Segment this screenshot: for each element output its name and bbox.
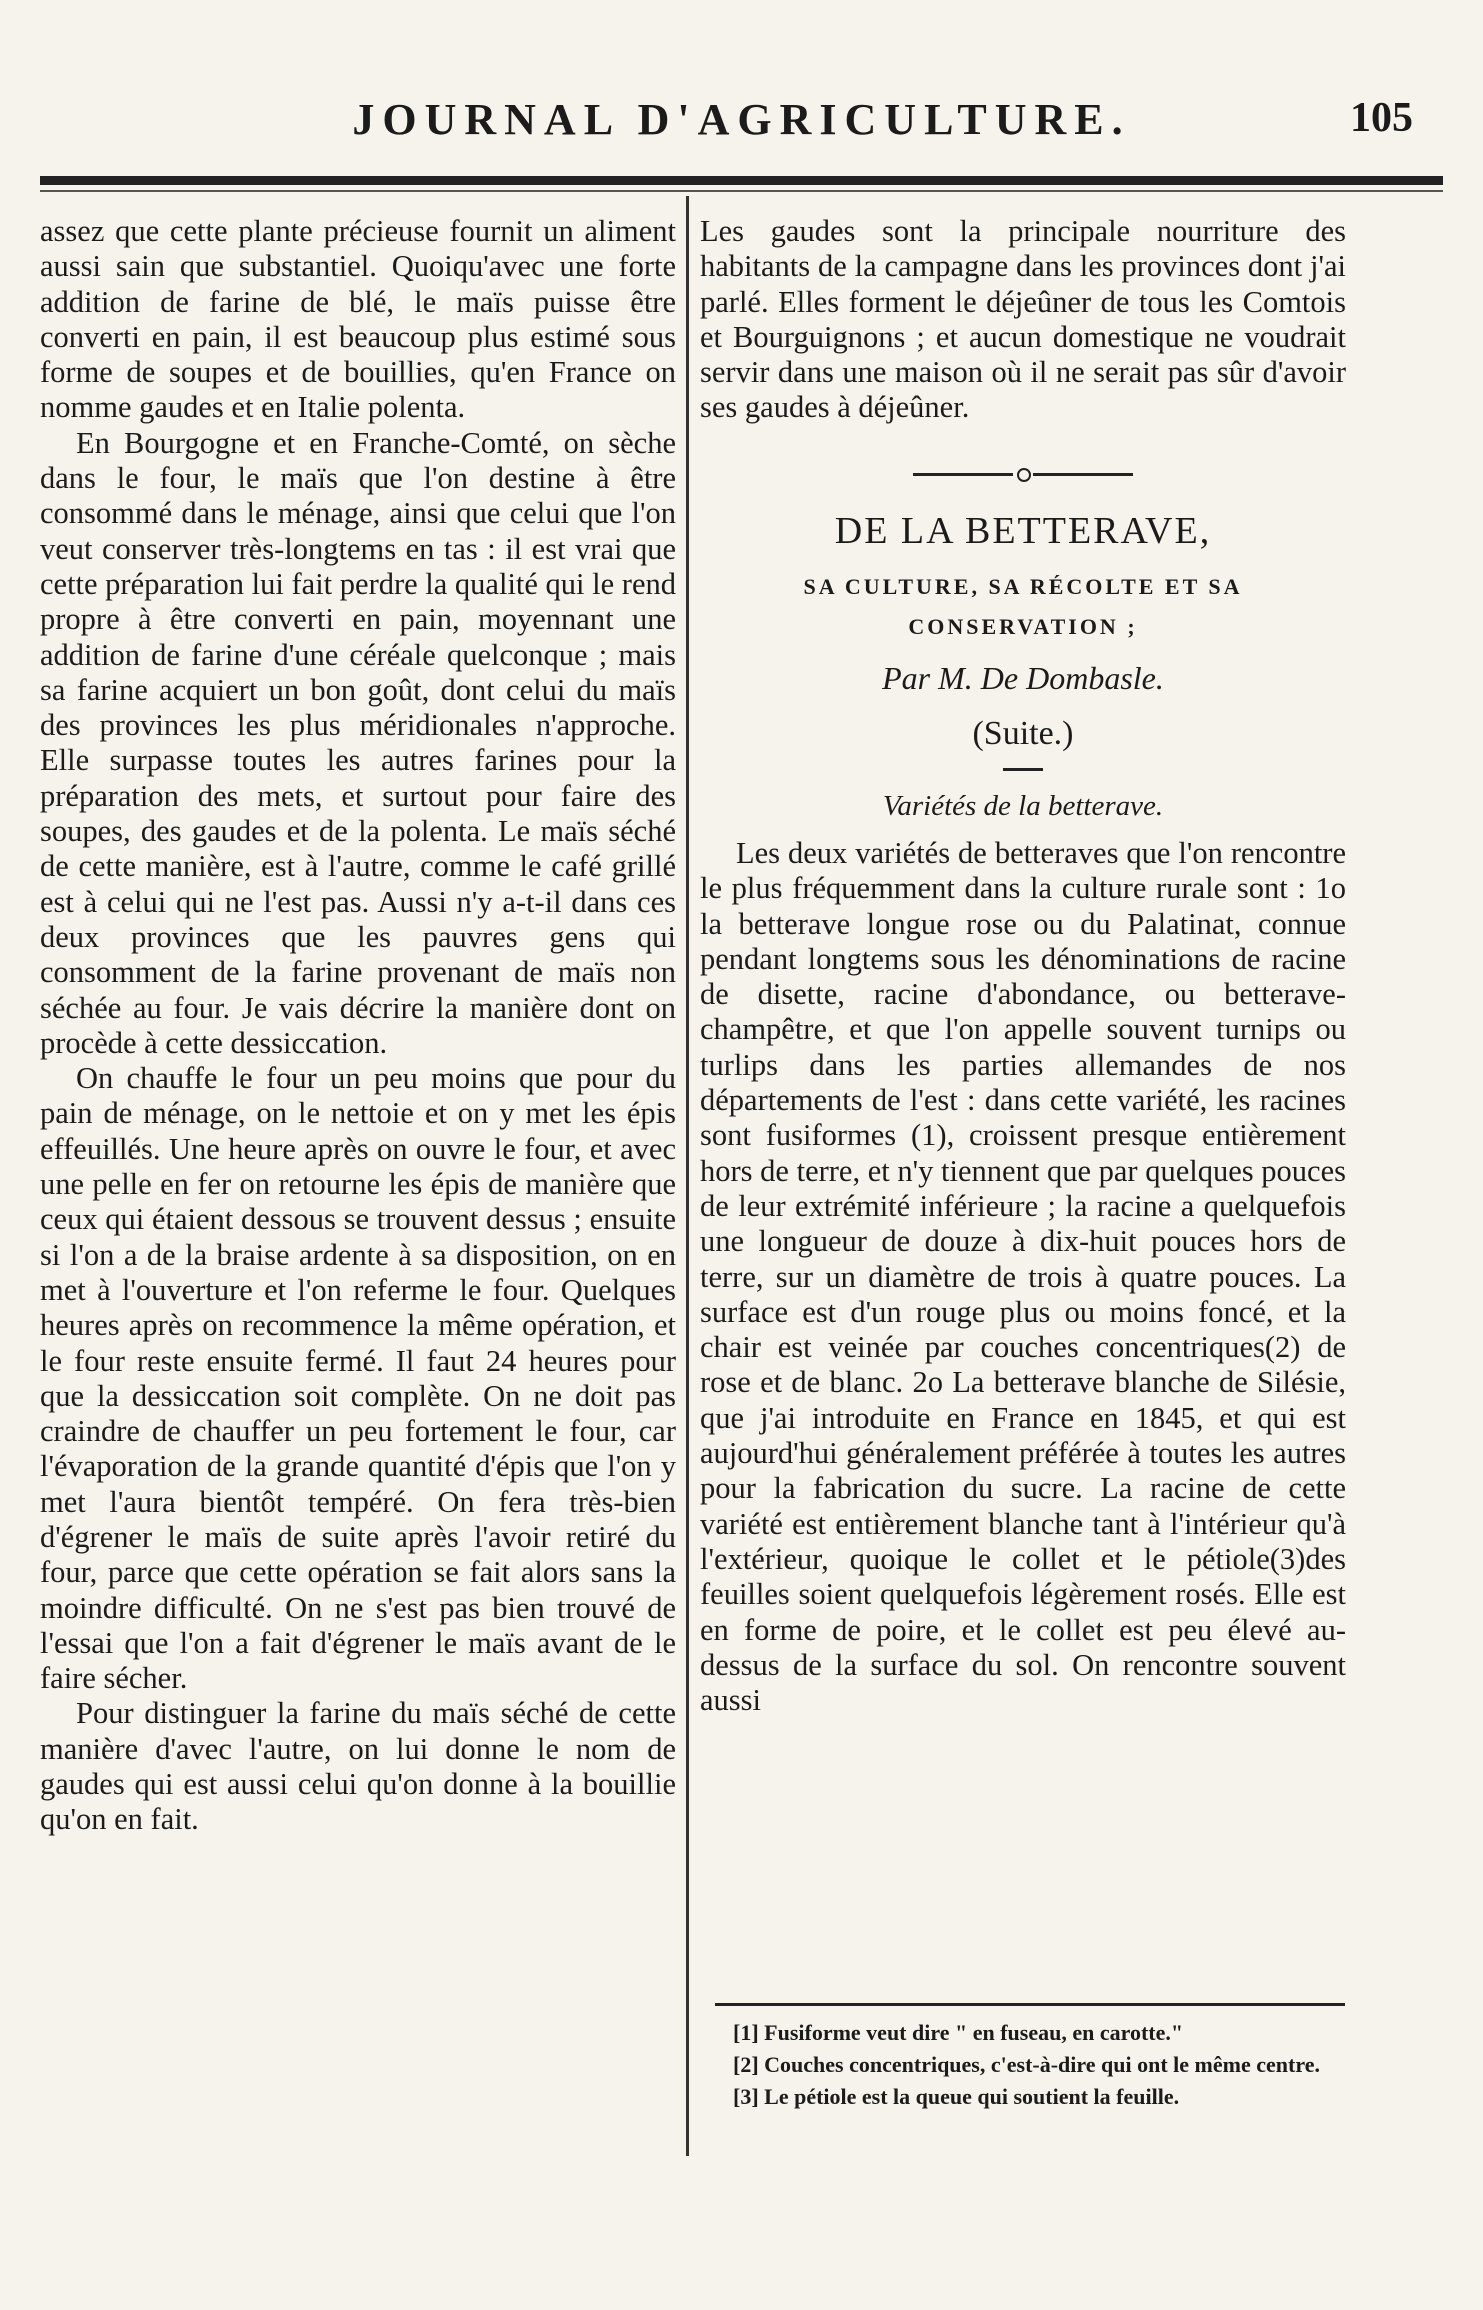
article-subtitle: SA CULTURE, SA RÉCOLTE ET SA CONSERVATION ; — [803, 574, 1243, 640]
article-body: Les deux variétés de betteraves que l'on rencontre le plus fréquemment dans la culture rurale sont : 1o la betterave longue rose ou du Palatinat, connue pendant longtems sous les dénominations de racine de disette, racine d'abondance, ou betterave-champêtre, et que l'on appelle souvent turnips ou turlips dans les parties allemandes de nos départements de l'est : dans cette variété, les racines sont fusiformes (1), croissent presque entièrement hors de terre, et n'y tiennent que par quelques pouces de leur extrémité inférieure ; la racine a quelquefois une longueur de douze à dix-huit pouces hors de terre, sur un diamètre de trois à quatre pouces. La surface est d'un rouge plus ou moins foncé, et la chair est veinée par couches concentriques(2) de rose et de blanc. 2o La betterave blanche de Silésie, que j'ai introduite en France en 1845, et qui est aujourd'hui généralement préférée à toutes les autres pour la fabrication du sucre. La racine de cette variété est entièrement blanche tant à l'intérieur qu'à l'extérieur, quoique le collet et le pétiole(3)des feuilles soient quelquefois légèrement rosés. Elle est en forme de poire, et le collet est peu élevé au-dessus de la surface du sol. On rencontre souvent aussi — [700, 835, 1346, 1718]
page-header — [40, 88, 1443, 158]
footnote-3: [3] Le pétiole est la queue qui soutient la feuille. — [733, 2084, 1180, 2109]
journal-title: JOURNAL D'AGRICULTURE. — [352, 95, 1131, 144]
footnote-2: [2] Couches concentriques, c'est-à-dire qui ont le même centre. — [733, 2052, 1320, 2077]
column-divider — [686, 196, 689, 2156]
section-ornament — [913, 468, 1133, 480]
footnote-1: [1] Fusiforme veut dire " en fuseau, en carotte." — [733, 2020, 1184, 2045]
article-suite: (Suite.) — [972, 715, 1074, 753]
article-author: Par M. De Dombasle. — [882, 660, 1164, 697]
header-rule — [40, 176, 1443, 185]
page-number: 105 — [1350, 95, 1413, 141]
article-title: DE LA BETTERAVE, — [834, 509, 1212, 552]
left-paragraph-1: assez que cette plante précieuse fournit un aliment aussi sain que substantiel. Quoiqu'avec une forte addition de farine de blé, le maïs puisse être converti en pain, il est beaucoup plus estimé sous forme de soupes et de bouillies, qu'en France on nomme gaudes et en Italie polenta. — [40, 214, 676, 425]
section-heading: Variétés de la betterave. — [882, 789, 1164, 822]
left-paragraph-3: On chauffe le four un peu moins que pour du pain de ménage, on le nettoie et on y met les épis effeuillés. Une heure après on ouvre le four, et avec une pelle en fer on retourne les épis de manière que ceux qui étaient dessous se trouvent dessus ; ensuite si l'on a de la braise ardente à sa disposition, on en met à l'ouverture et l'on referme le four. Quelques heures après on recommence la même opération, et le four reste ensuite fermé. Il faut 24 heures pour que la dessiccation soit complète. On ne doit pas craindre de chauffer un peu fortement le four, car l'évaporation de la grande quantité d'épis que l'on y met l'aura bientôt tempéré. On fera très-bien d'égrener le maïs de suite après l'avoir retiré du four, parce que cette opération se fait alors sans la moindre difficulté. On ne s'est pas bien trouvé de l'essai que l'on a fait d'égrener le maïs avant de le faire sécher. — [40, 1061, 676, 1696]
short-dash — [1003, 768, 1043, 771]
header-rule-thin — [40, 190, 1443, 192]
left-column — [40, 214, 676, 1838]
footnote-rule — [715, 2003, 1345, 2006]
left-paragraph-2: En Bourgogne et en Franche-Comté, on sèche dans le four, le maïs que l'on destine à être consommé dans le ménage, ainsi que celui que l'on veut conserver très-longtems en tas : il est vrai que cette préparation lui fait perdre la qualité qui le rend propre à être converti en pain, moyennant une addition de farine d'une céréale quelconque ; mais sa farine acquiert un bon goût, dont celui du maïs des provinces les plus méridionales n'approche. Elle surpasse toutes les autres farines pour la préparation des mets, et surtout pour faire des soupes, des gaudes et de la polenta. Le maïs séché de cette manière, est à l'autre, comme le café grillé est à celui qui ne l'est pas. Aussi n'y a-t-il dans ces deux provinces que les pauvres gens qui consomment de la farine provenant de maïs non séchée au four. Je vais décrire la manière dont on procède à cette dessiccation. — [40, 425, 676, 1060]
right-column — [700, 214, 1346, 1718]
footnotes — [715, 2018, 1345, 2114]
right-paragraph-1: Les gaudes sont la principale nourriture des habitants de la campagne dans les provinces dont j'ai parlé. Elles forment le déjeûner de tous les Comtois et Bourguignons ; et aucun domestique ne voudrait servir dans une maison où il ne serait pas sûr d'avoir ses gaudes à déjeûner. — [700, 214, 1346, 425]
left-paragraph-4: Pour distinguer la farine du maïs séché de cette manière d'avec l'autre, on lui donne le nom de gaudes qui est aussi celui qu'on donne à la bouillie qu'on en fait. — [40, 1696, 676, 1837]
